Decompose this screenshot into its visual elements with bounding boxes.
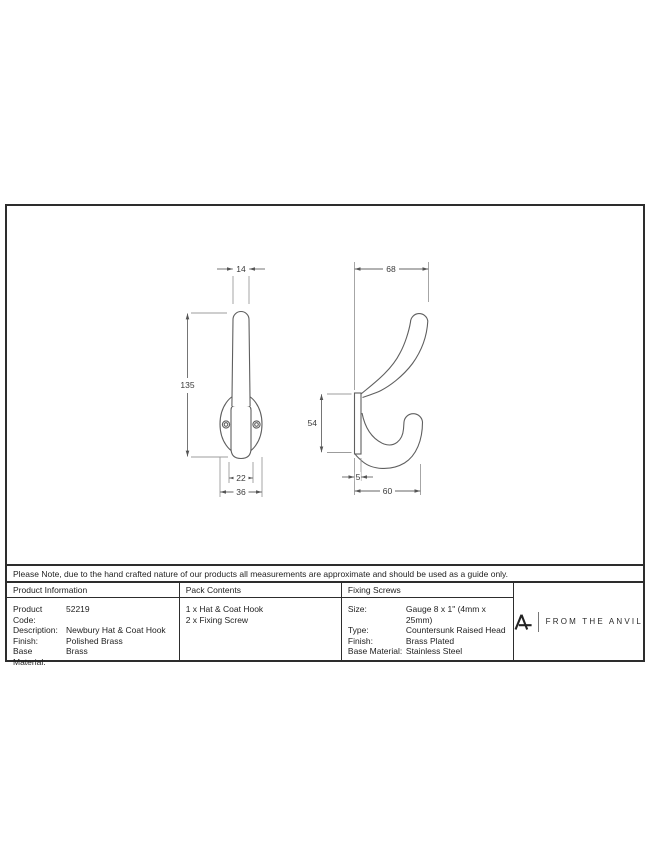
table-row bbox=[348, 636, 510, 647]
table-row bbox=[13, 646, 176, 667]
anvil-a-logo-icon bbox=[514, 614, 532, 630]
row-value: 52219 bbox=[66, 604, 90, 614]
hook-front-view bbox=[220, 312, 262, 459]
table-row bbox=[348, 646, 510, 657]
product-information-header: Product Information bbox=[7, 583, 179, 598]
row-value: Countersunk Raised Head bbox=[405, 625, 506, 635]
row-value: Brass bbox=[66, 646, 88, 656]
left-screw-hole-inner-icon bbox=[224, 423, 228, 427]
side-backplate bbox=[355, 393, 362, 454]
pack-contents-body bbox=[180, 598, 341, 625]
dim-label-plate-width: 36 bbox=[236, 487, 246, 497]
row-label: Finish: bbox=[13, 635, 39, 646]
pack-contents-cell bbox=[180, 583, 342, 660]
technical-drawing bbox=[5, 204, 645, 566]
fixing-screws-body bbox=[342, 598, 513, 657]
measurement-note bbox=[5, 566, 645, 583]
left-screw-hole-icon bbox=[222, 421, 229, 428]
logo-divider bbox=[538, 612, 539, 632]
row-value: Polished Brass bbox=[66, 635, 123, 646]
row-value: Brass Plated bbox=[405, 635, 455, 646]
right-screw-hole-inner-icon bbox=[255, 423, 259, 427]
front-shaft bbox=[232, 312, 250, 407]
dim-label-shaft-width: 22 bbox=[236, 473, 246, 483]
row-label: Type: bbox=[347, 625, 369, 635]
hook-side-view bbox=[355, 314, 428, 469]
table-row bbox=[13, 625, 176, 636]
brand-name: FROM THE ANVIL bbox=[545, 617, 643, 626]
right-screw-hole-icon bbox=[253, 421, 260, 428]
row-label: Base Material: bbox=[13, 646, 46, 667]
fixing-screws-header: Fixing Screws bbox=[342, 583, 513, 598]
measurement-note-text: Please Note, due to the hand crafted nature of our products all measurements are approximate and should be used as a guide only. bbox=[13, 568, 509, 579]
pack-contents-item: 1 x Hat & Coat Hook bbox=[185, 604, 264, 614]
dim-label-height: 135 bbox=[180, 380, 195, 390]
pack-contents-header: Pack Contents bbox=[180, 583, 341, 598]
front-view-dimensions bbox=[180, 264, 265, 497]
brand-cell bbox=[514, 583, 643, 660]
table-row bbox=[348, 625, 510, 636]
row-value: Gauge 8 x 1" (4mm x 25mm) bbox=[405, 604, 486, 625]
side-upper-hook bbox=[361, 314, 428, 398]
row-value: Newbury Hat & Coat Hook bbox=[66, 625, 166, 635]
side-view-dimensions bbox=[308, 262, 429, 496]
row-label: Product Code: bbox=[13, 604, 43, 625]
product-information-body bbox=[7, 598, 179, 667]
table-row bbox=[13, 604, 176, 625]
dim-label-plate-thickness: 5 bbox=[355, 472, 361, 482]
brand-logo bbox=[514, 612, 643, 632]
dim-label-plate-height: 54 bbox=[307, 418, 317, 428]
row-label: Finish: bbox=[347, 635, 373, 646]
row-label: Description: bbox=[13, 625, 58, 635]
product-information-cell bbox=[7, 583, 180, 667]
dim-label-top-width: 14 bbox=[236, 264, 246, 274]
pack-contents-item: 2 x Fixing Screw bbox=[185, 614, 249, 625]
dim-label-lower-projection: 60 bbox=[382, 486, 393, 496]
spec-table bbox=[5, 583, 645, 667]
table-row bbox=[13, 636, 176, 647]
row-label: Size: bbox=[347, 604, 367, 614]
dim-label-projection: 68 bbox=[386, 264, 396, 274]
row-value: Stainless Steel bbox=[405, 646, 463, 656]
row-label: Base Material: bbox=[347, 646, 403, 656]
front-shaft-base bbox=[231, 406, 251, 459]
table-row bbox=[348, 604, 510, 625]
fixing-screws-cell bbox=[342, 583, 514, 660]
side-lower-hook bbox=[355, 413, 423, 468]
